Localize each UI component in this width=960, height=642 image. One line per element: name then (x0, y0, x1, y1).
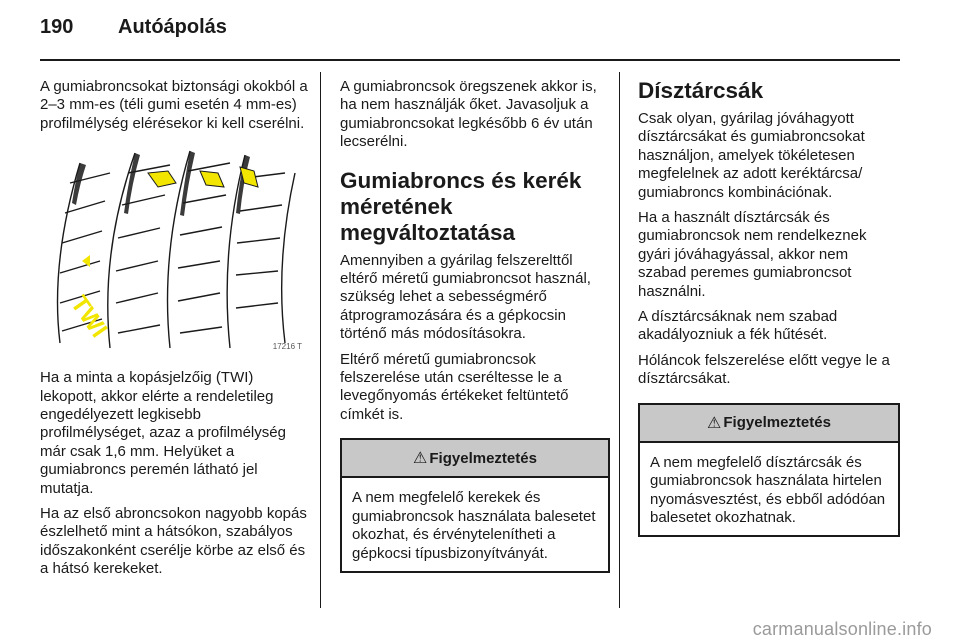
paragraph: Ha az első abroncsokon nagyobb kopás észlelhető mint a hátsókon, szabályos időszakonként cserélje körbe az első és a hátsó kerekeket. (40, 505, 307, 578)
warning-text: A nem megfelelő kerekek és gumiabroncsok használata balesetet okozhat, és érvénytelenítheti a gépkocsi típusbizonyítványát. (352, 489, 596, 562)
figure-twi-label: TWI (65, 291, 113, 343)
section-heading: Gumiabroncs és kerék méretének megváltoztatása (340, 167, 582, 245)
paragraph: Csak olyan, gyárilag jóváhagyott dísztárcsákat és gumiabroncsokat használjon, amelyek tökéletesen megfelelnek az adott keréktárcsa/ gumiabroncs kombinációnak. (638, 110, 865, 201)
warning-text: A nem megfelelő dísztárcsák és gumiabroncsok használata hirtelen nyomásvesztést, és ebből adódóan balesetet okozhatnak. (650, 453, 886, 526)
column-1 (40, 78, 308, 586)
header-rule (40, 59, 900, 61)
warning-body (640, 443, 898, 536)
column-3 (638, 78, 900, 537)
paragraph: Ha a használt dísztárcsák és gumiabroncsok nem rendelkeznek gyári jóváhagyással, akkor nem szabad peremes gumiabroncsot használni. (638, 209, 867, 300)
section-heading: Dísztárcsák (638, 78, 764, 103)
tyre-tread-illustration (40, 143, 306, 353)
warning-title: Figyelmeztetés (723, 414, 831, 432)
figure-code: 17216 T (272, 342, 302, 352)
warning-header (640, 405, 898, 443)
paragraph: Hóláncok felszerelése előtt vegye le a dísztárcsákat. (638, 351, 890, 388)
column-2 (340, 78, 610, 573)
paragraph: Ha a minta a kopásjelzőig (TWI) lekopott, akkor elérte a rendeletileg engedélyezett legkisebb profilmélységet, azaz a profilmélység már csak 1,6 mm. Helyüket a gumiabroncs peremén látható jel mutatja. (40, 369, 286, 497)
column-divider (619, 72, 620, 608)
page-header (40, 16, 227, 46)
paragraph: A gumiabroncsokat biztonsági okokból a 2–3 mm-es (téli gumi esetén 4 mm-es) profilmélység elérésekor ki kell cserélni. (40, 78, 308, 132)
warning-icon: ⚠ (413, 450, 428, 468)
paragraph: A dísztárcsáknak nem szabad akadályozniuk a fék hűtését. (638, 308, 838, 344)
page-number: 190 (40, 16, 74, 38)
tread-drawing (40, 143, 306, 353)
paragraph: Eltérő méretű gumiabroncsok felszerelése után cseréltesse le a levegőnyomás értékeket feltüntető címkét is. (340, 350, 569, 423)
watermark: carmanualsonline.info (752, 619, 932, 639)
chapter-title: Autóápolás (118, 16, 227, 38)
paragraph: A gumiabroncsok öregszenek akkor is, ha nem használják őket. Javasoljuk a gumiabroncsokat legkésőbb 6 év után lecserélni. (340, 78, 597, 151)
warning-icon: ⚠ (707, 414, 722, 432)
warning-title: Figyelmeztetés (429, 449, 537, 467)
warning-box (638, 403, 900, 538)
paragraph: Amennyiben a gyárilag felszerelttől eltérő méretű gumiabroncsot használ, szükség lehet a sebességmérő átprogramozására és a gépkocsin történő más módosításokra. (340, 251, 591, 343)
column-divider (320, 72, 321, 608)
warning-box (340, 438, 610, 573)
warning-header (342, 440, 608, 478)
warning-body (342, 478, 608, 571)
